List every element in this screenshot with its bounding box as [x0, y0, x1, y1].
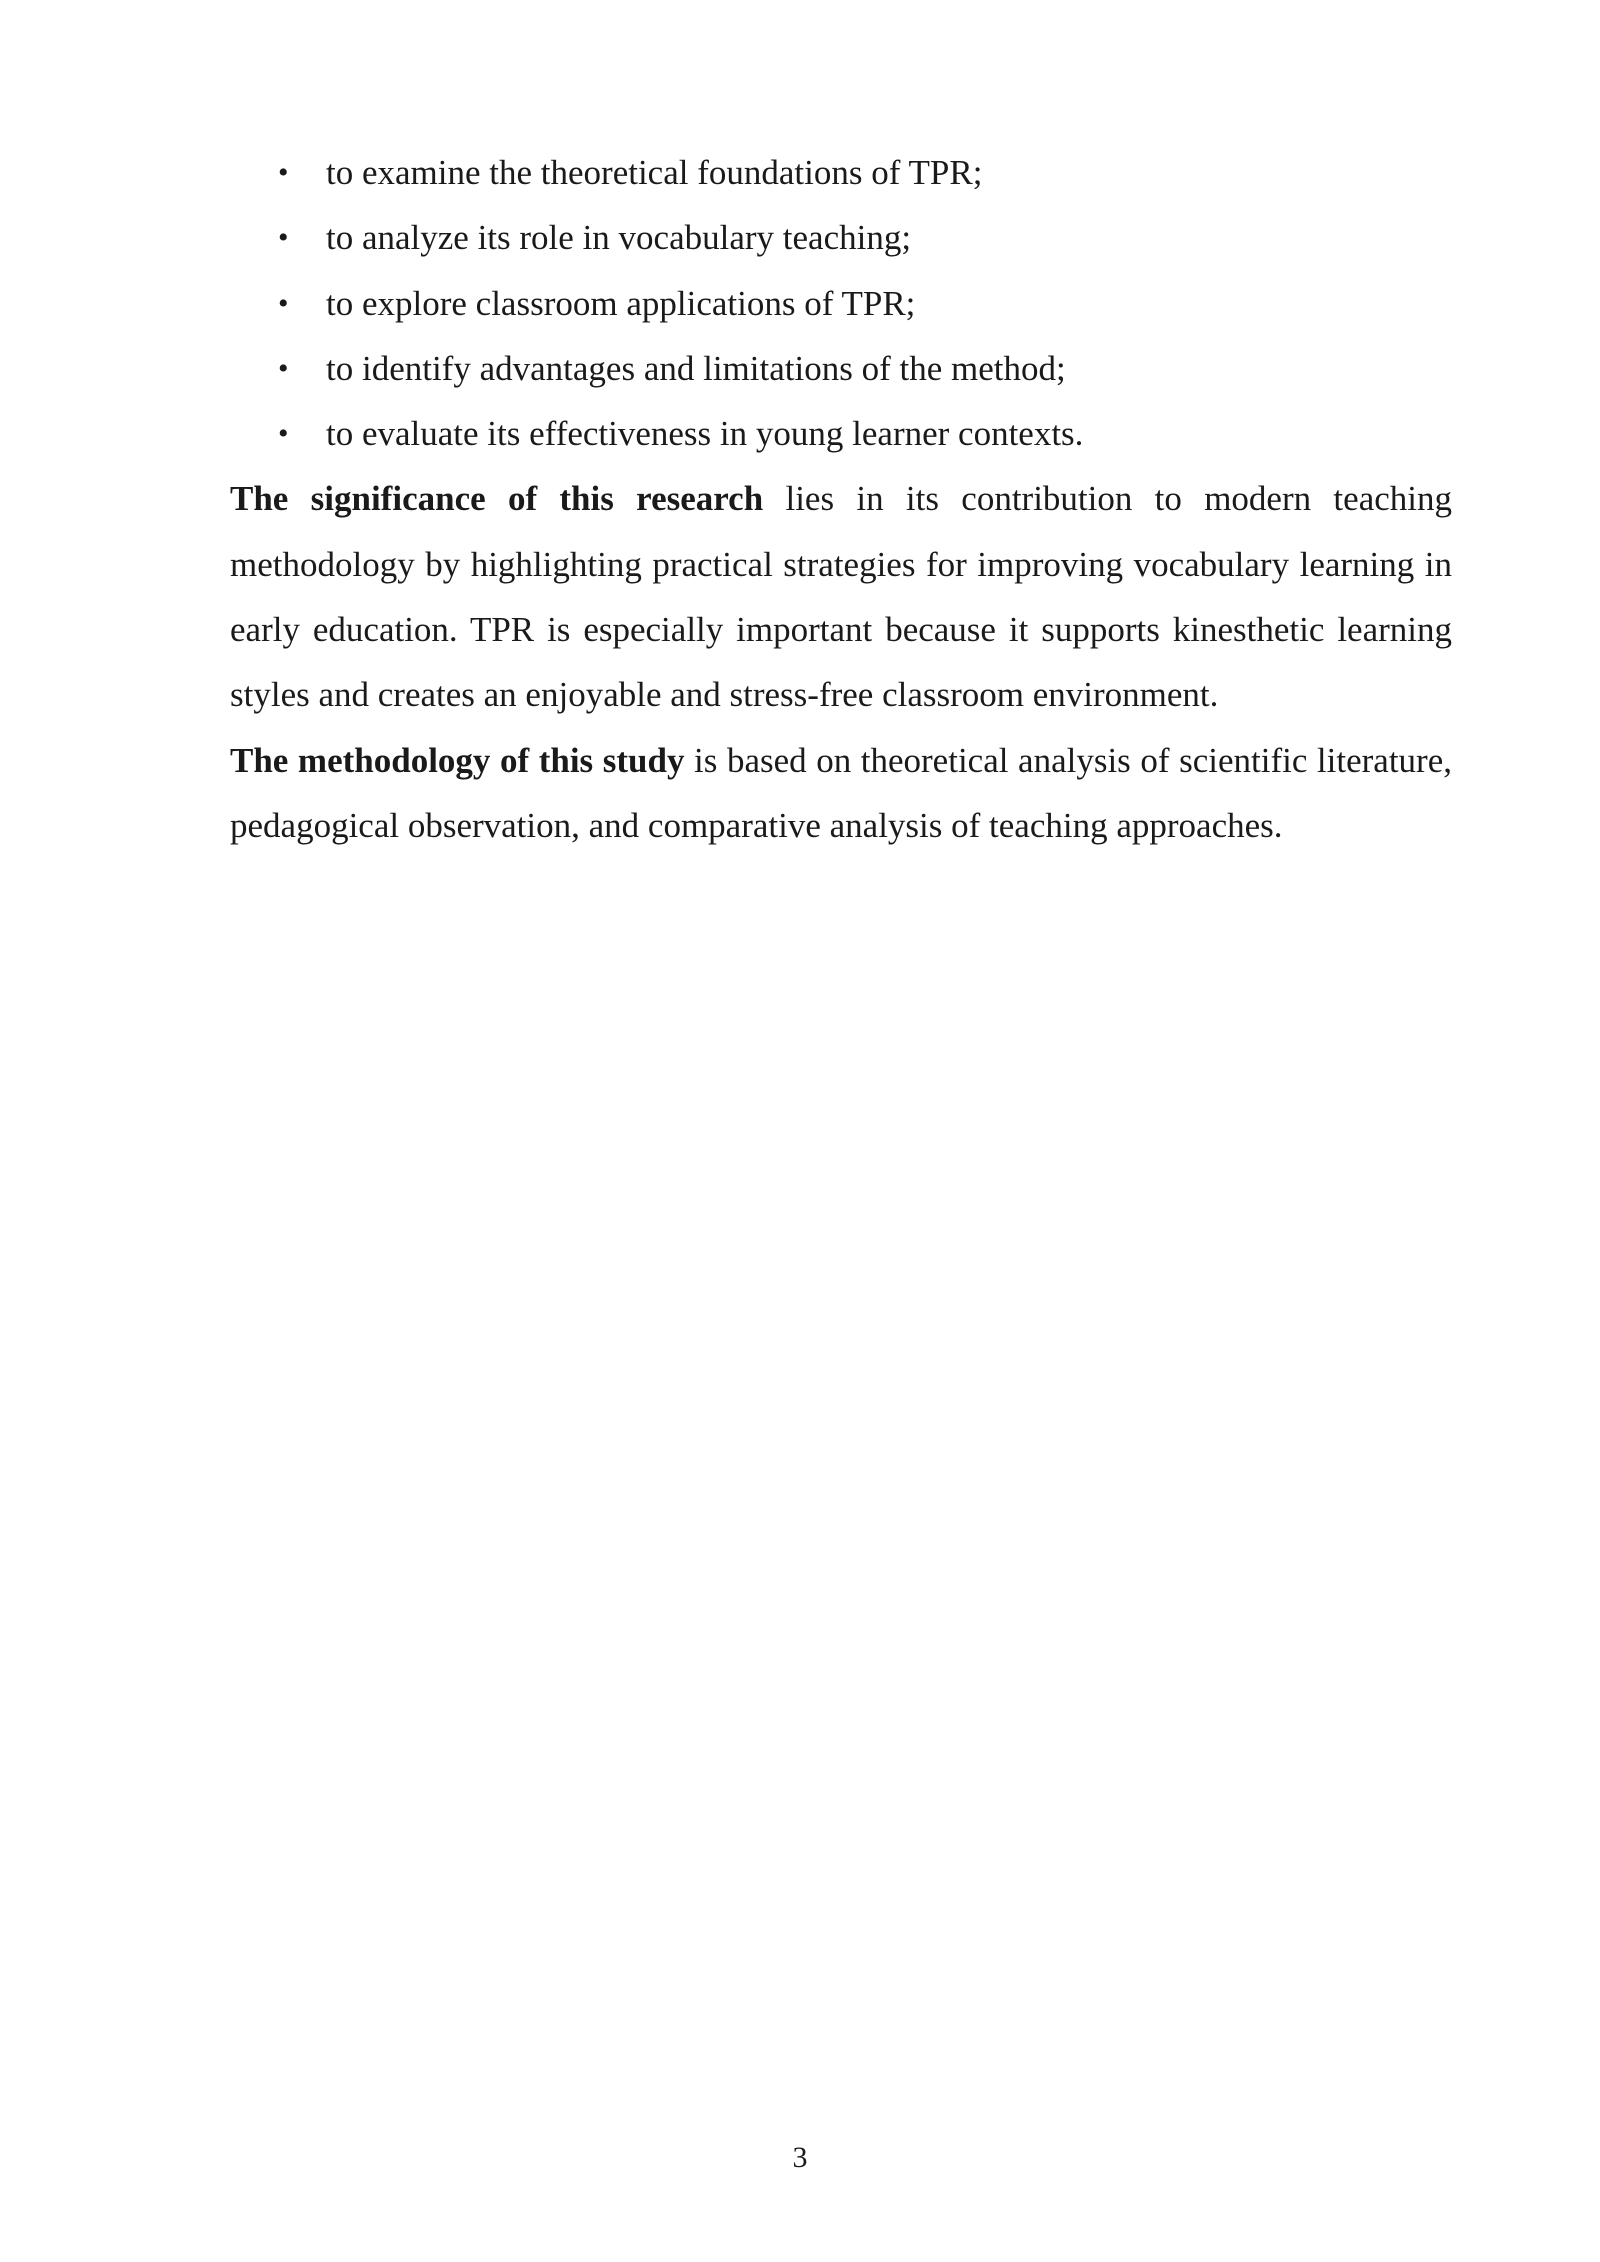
list-item-text: to evaluate its effectiveness in young learner contexts.	[326, 414, 1084, 454]
methodology-text: is based on theoretical analysis of scientific literature, pedagogical observation, and comparative analysis of teaching approaches.	[230, 740, 1452, 845]
objectives-list	[230, 140, 1452, 466]
list-item	[230, 140, 1452, 205]
list-item	[230, 401, 1452, 466]
methodology-paragraph	[230, 728, 1452, 859]
bullet-icon: •	[278, 156, 289, 189]
bullet-icon: •	[278, 286, 289, 320]
page-number: 3	[792, 2141, 808, 2174]
list-item	[230, 336, 1452, 401]
significance-lead: The significance of this research	[230, 479, 764, 519]
list-item-text: to explore classroom applications of TPR;	[326, 283, 916, 323]
list-item-text: to identify advantages and limitations of the method;	[326, 348, 1066, 388]
significance-text: lies in its contribution to modern teaching methodology by highlighting practical strategies for improving vocabulary learning in early education. TPR is especially important because it supports kinesthetic learning styles and creates an enjoyable and stress-free classroom environment.	[230, 479, 1452, 715]
significance-paragraph	[230, 466, 1452, 727]
bullet-icon: •	[278, 417, 289, 451]
list-item	[230, 205, 1452, 270]
list-item-text: to examine the theoretical foundations of TPR;	[326, 153, 983, 192]
bullet-icon: •	[278, 351, 289, 385]
list-item-text: to analyze its role in vocabulary teaching;	[326, 218, 912, 258]
list-item	[230, 271, 1452, 336]
methodology-lead: The methodology of this study	[230, 740, 685, 780]
page-content	[230, 140, 1452, 858]
bullet-icon: •	[278, 221, 289, 255]
